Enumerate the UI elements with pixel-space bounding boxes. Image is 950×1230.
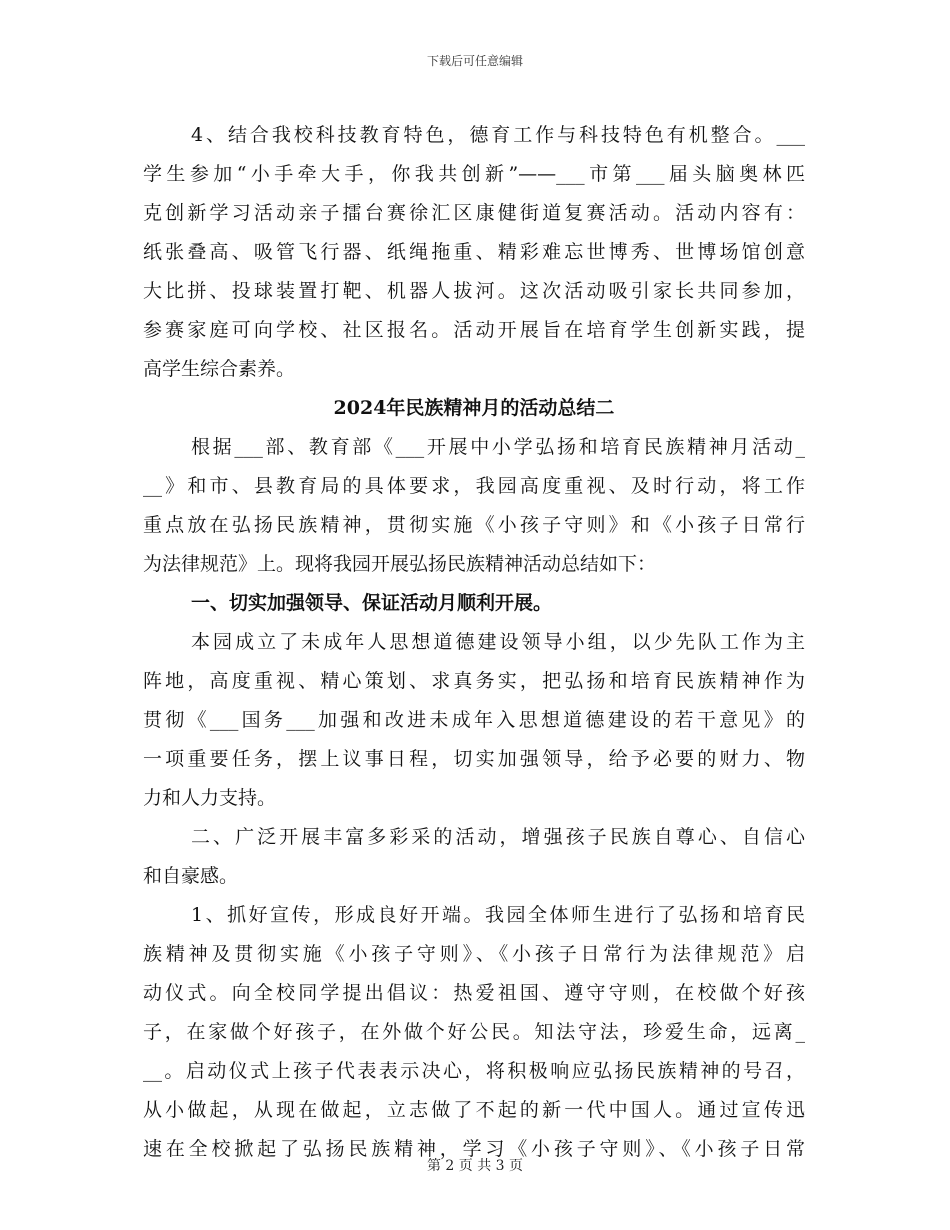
- text-line: 克创新学习活动亲子擂台赛徐汇区康健街道复赛活动。活动内容有：: [143, 202, 805, 224]
- page-footer: 第 2 页 共 3 页: [426, 1158, 524, 1174]
- text-line: 子，在家做个好孩子，在外做个好公民。知法守法，珍爱生命，远离_: [143, 1021, 805, 1043]
- text-line: 1、抓好宣传，形成良好开端。我园全体师生进行了弘扬和培育民: [191, 904, 805, 926]
- page-header: 下载后可任意编辑: [426, 54, 523, 68]
- text-line: 和自豪感。: [143, 865, 239, 887]
- text-line: 纸张叠高、吸管飞行器、纸绳拖重、精彩难忘世博秀、世博场馆创意: [143, 241, 805, 263]
- text-line: 贯彻《___国务___加强和改进未成年入思想道德建设的若干意见》的: [143, 709, 805, 731]
- text-line: 根据___部、教育部《___开展中小学弘扬和培育民族精神月活动_: [191, 436, 805, 458]
- text-line: 一项重要任务，摆上议事日程，切实加强领导，给予必要的财力、物: [143, 748, 805, 770]
- text-line: 学生参加“小手牵大手，你我共创新”——___市第___届头脑奥林匹: [143, 163, 805, 185]
- text-line: 二、广泛开展丰富多彩采的活动，增强孩子民族自尊心、自信心: [191, 826, 805, 848]
- text-line: 参赛家庭可向学校、社区报名。活动开展旨在培育学生创新实践，提: [143, 319, 805, 341]
- text-line: 为法律规范》上。现将我园开展弘扬民族精神活动总结如下：: [143, 553, 657, 575]
- text-line: 族精神及贯彻实施《小孩子守则》、《小孩子日常行为法律规范》启: [143, 943, 805, 965]
- section-title: 2024年民族精神月的活动总结二: [333, 397, 615, 419]
- text-line: __》和市、县教育局的具体要求，我园高度重视、及时行动，将工作: [143, 475, 805, 497]
- text-line: 从小做起，从现在做起，立志做了不起的新一代中国人。通过宣传迅: [143, 1099, 805, 1121]
- text-line: 4、结合我校科技教育特色，德育工作与科技特色有机整合。___: [191, 124, 805, 146]
- section-heading: 一、切实加强领导、保证活动月顺利开展。: [191, 592, 553, 614]
- text-line: 重点放在弘扬民族精神，贯彻实施《小孩子守则》和《小孩子日常行: [143, 514, 805, 536]
- text-line: 力和人力支持。: [143, 787, 277, 809]
- text-line: 高学生综合素养。: [143, 358, 296, 380]
- text-line: 阵地，高度重视、精心策划、求真务实，把弘扬和培育民族精神作为: [143, 670, 805, 692]
- text-line: 本园成立了未成年人思想道德建设领导小组，以少先队工作为主: [191, 631, 805, 653]
- document-body: [143, 116, 805, 1169]
- text-line: 大比拼、投球装置打靶、机器人拔河。这次活动吸引家长共同参加，: [143, 280, 805, 302]
- text-line: __。启动仪式上孩子代表表示决心，将积极响应弘扬民族精神的号召，: [143, 1060, 805, 1082]
- text-line: 动仪式。向全校同学提出倡议：热爱祖国、遵守守则，在校做个好孩: [143, 982, 805, 1004]
- text-line: 速在全校掀起了弘扬民族精神，学习《小孩子守则》、《小孩子日常: [143, 1138, 805, 1160]
